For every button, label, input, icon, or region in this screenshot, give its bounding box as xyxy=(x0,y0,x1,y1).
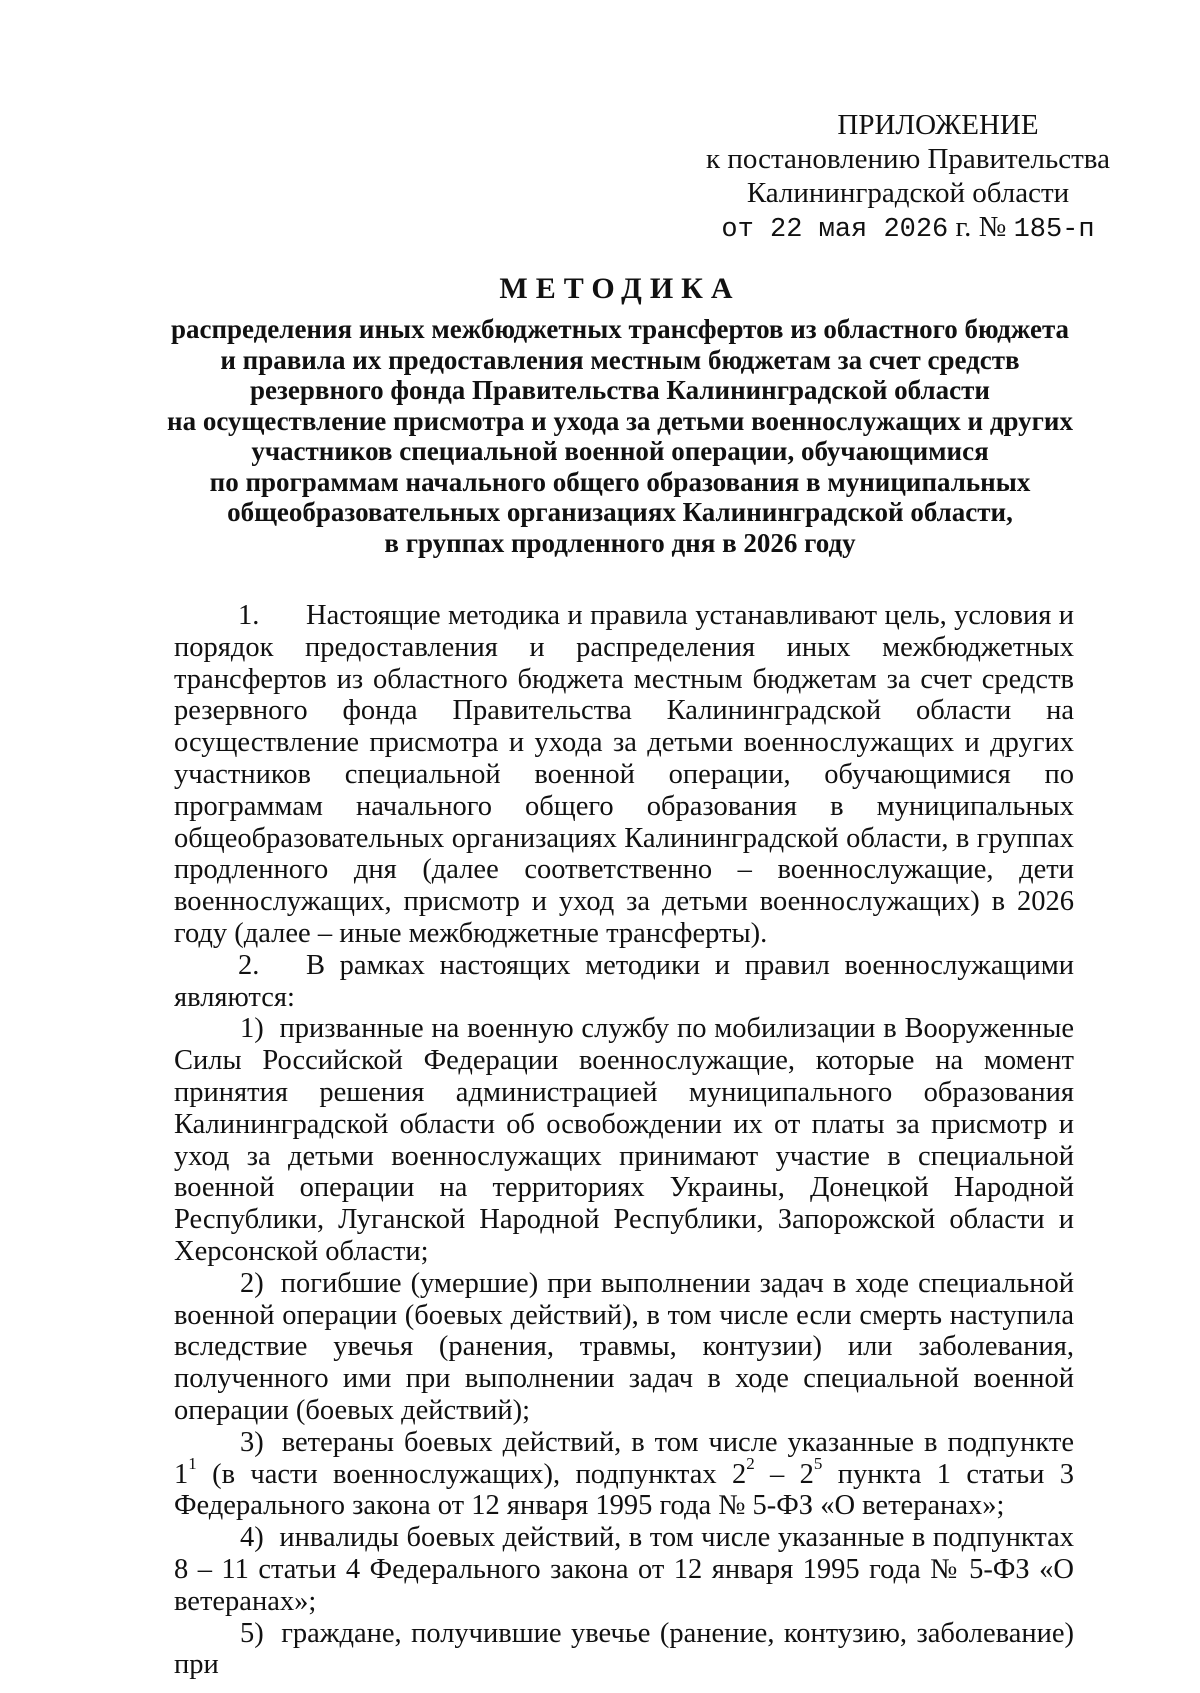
paragraph-1 xyxy=(174,600,1074,950)
subitem-text: граждане, получившие увечье (ранение, контузию, заболевание) при xyxy=(174,1617,1074,1681)
paragraph-number: 2. xyxy=(238,949,260,981)
subitem-text: призванные на военную службу по мобилизации в Вооруженные Силы Российской Федерации военнослужащие, которые на момент принятия решения администрацией муниципального образования Калининградской области об освобождении их от платы за присмотр и уход за детьми военнослужащих принимают участие в специальной военной операции на территориях Украины, Донецкой Народной Республики, Луганской Народной Республики, Запорожской области и Херсонской области; xyxy=(174,1013,1074,1267)
date-prefix: от xyxy=(721,215,771,245)
subitem-text: пункта 1 статьи 3 Федерального закона от 12 января 1995 года № 5-ФЗ «О ветеранах»; xyxy=(174,1458,1075,1522)
subitem-text: (в части военнослужащих), подпунктах 2 xyxy=(196,1458,747,1490)
paragraph-2 xyxy=(174,950,1074,1014)
subitem-3 xyxy=(174,1427,1074,1522)
heading-line: резервного фонда Правительства Калининградской области xyxy=(250,375,990,405)
document-body xyxy=(174,600,1074,1681)
paragraph-number: 1. xyxy=(238,600,260,631)
heading-line: участников специальной военной операции, обучающимися xyxy=(251,436,989,466)
heading-line: распределения иных межбюджетных трансфертов из областного бюджета xyxy=(170,314,1070,344)
appendix-block xyxy=(698,108,1118,247)
document-title: МЕТОДИКА xyxy=(499,272,741,305)
document-number: 185-п xyxy=(1013,215,1095,245)
heading-line: в группах продленного дня в 2026 году xyxy=(384,527,856,558)
subitem-number: 5) xyxy=(240,1617,264,1649)
superscript: 1 xyxy=(188,1454,197,1474)
subitem-4 xyxy=(174,1522,1074,1617)
subitem-number: 3) xyxy=(240,1426,264,1458)
date-year: 2026 xyxy=(883,215,949,245)
subitem-number: 4) xyxy=(240,1522,264,1554)
superscript: 2 xyxy=(746,1454,755,1474)
heading-line: общеобразовательных организациях Калининградской области, xyxy=(227,497,1013,527)
subitem-1 xyxy=(174,1013,1074,1267)
appendix-date-line xyxy=(698,210,1118,247)
paragraph-text: Настоящие методика и правила устанавливают цель, условия и порядок предоставления и распределения иных межбюджетных трансфертов из областного бюджета местным бюджетам за счет средств резервного фонда Правительства Калининградской области на осуществление присмотра и ухода за детьми военнослужащих и других участников специальной военной операции, обучающимися по программам начального общего образования в муниципальных общеобразовательных организациях Калининградской области, в группах продленного дня (далее соответственно – военнослужащие, дети военнослужащих, присмотр и уход за детьми военнослужащих) в 2026 году (далее – иные межбюджетные трансферты). xyxy=(174,600,1074,949)
subitem-number: 1) xyxy=(240,1013,264,1045)
subitem-text: погибшие (умершие) при выполнении задач в ходе специальной военной операции (боевых действий), в том числе если смерть наступила вследствие увечья (ранения, травмы, контузии) или заболевания, полученного ими при выполнении задач в ходе специальной военной операции (боевых действий); xyxy=(174,1267,1074,1426)
subitem-text: инвалиды боевых действий, в том числе указанные в подпунктах 8 – 11 статьи 4 Федерального закона от 12 января 1995 года № 5-ФЗ «О ветеранах»; xyxy=(174,1522,1075,1617)
heading-line: по программам начального общего образования в муниципальных xyxy=(209,466,1031,497)
appendix-line-2: Калининградской области xyxy=(746,177,1070,209)
heading-line: на осуществление присмотра и ухода за детьми военнослужащих и других xyxy=(167,405,1073,436)
paragraph-text: В рамках настоящих методики и правил военнослужащими являются: xyxy=(174,949,1074,1013)
heading-line: и правила их предоставления местным бюджетам за счет средств xyxy=(220,344,1020,375)
superscript: 5 xyxy=(813,1454,823,1474)
appendix-title: ПРИЛОЖЕНИЕ xyxy=(837,109,1039,141)
document-heading xyxy=(150,270,1090,558)
appendix-line-1: к постановлению Правительства xyxy=(706,143,1110,175)
subitem-text: ветераны боевых действий, в том числе указанные в подпункте 1 xyxy=(174,1426,1074,1490)
subitem-5 xyxy=(174,1618,1074,1682)
subitem-2 xyxy=(174,1268,1074,1427)
subitem-number: 2) xyxy=(240,1267,264,1299)
date-mid: г. № xyxy=(948,211,1014,243)
subitem-text: – 2 xyxy=(754,1458,814,1490)
date-day-month: 22 мая xyxy=(770,215,868,245)
